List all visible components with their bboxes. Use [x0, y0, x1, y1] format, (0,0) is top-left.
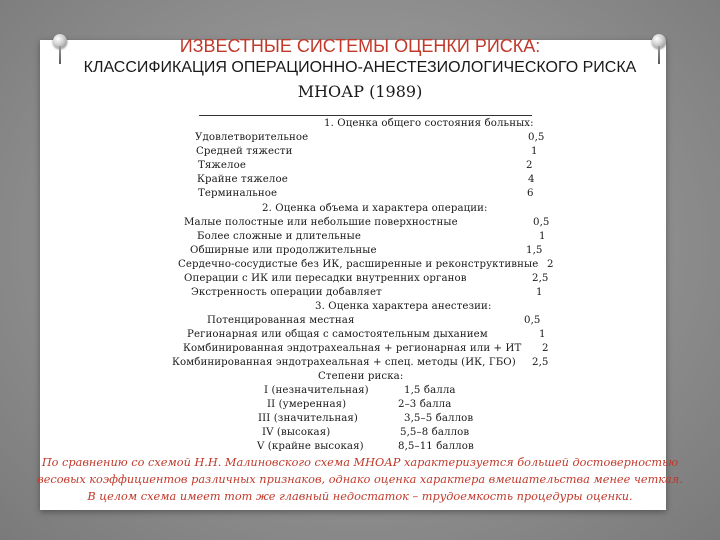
row-label: Средней тяжести: [196, 146, 293, 157]
section-heading: 1. Оценка общего состояния больных:: [324, 118, 534, 129]
row-value: 2,5: [532, 357, 549, 368]
row-label: Операции с ИК или пересадки внутренних органов: [184, 273, 467, 284]
conclusion-line: В целом схема имеет тот же главный недостаток – трудоемкость процедуры оценки.: [87, 490, 633, 503]
row-value: 0,5: [524, 315, 541, 326]
row-value: 6: [527, 188, 534, 199]
section-heading: 2. Оценка объема и характера операции:: [262, 203, 488, 214]
risk-label: II (умеренная): [267, 399, 347, 410]
row-label: Комбинированная эндотрахеальная + спец. методы (ИК, ГБО): [172, 357, 516, 368]
row-label: Малые полостные или небольшие поверхностные: [184, 217, 458, 228]
risk-label: IV (высокая): [262, 427, 331, 438]
page-title: ИЗВЕСТНЫЕ СИСТЕМЫ ОЦЕНКИ РИСКА:: [179, 36, 541, 56]
row-value: 2: [526, 160, 533, 171]
risk-label: I (незначительная): [264, 385, 369, 396]
row-value: 4: [528, 174, 535, 185]
row-value: 0,5: [528, 132, 545, 143]
risk-heading: Степени риска:: [318, 371, 404, 382]
row-label: Сердечно-сосудистые без ИК, расширенные и реконструктивные: [178, 259, 539, 270]
row-label: Тяжелое: [198, 160, 246, 171]
conclusion-line: По сравнению со схемой Н.Н. Малиновского схема МНОАР характеризуется большей достоверностью: [41, 456, 679, 469]
conclusion-line: весовых коэффициентов различных признаков, однако оценка характера вмешательства менее четкая.: [37, 473, 683, 486]
risk-value: 5,5–8 баллов: [400, 427, 470, 438]
row-label: Терминальное: [198, 188, 278, 199]
risk-label: III (значительная): [258, 413, 358, 424]
row-label: Экстренность операции добавляет: [191, 287, 382, 298]
row-label: Комбинированная эндотрахеальная + регионарная или + ИТ: [183, 343, 522, 354]
row-value: 1: [531, 146, 538, 157]
row-value: 2: [542, 343, 549, 354]
risk-value: 2–3 балла: [398, 399, 452, 410]
row-value: 1,5: [526, 245, 543, 256]
row-label: Более сложные и длительные: [197, 231, 362, 242]
risk-value: 3,5–5 баллов: [404, 413, 474, 424]
row-value: 1: [539, 231, 546, 242]
row-value: 0,5: [533, 217, 550, 228]
row-value: 1: [536, 287, 543, 298]
row-label: Регионарная или общая с самостоятельным дыханием: [187, 329, 488, 340]
row-label: Крайне тяжелое: [197, 174, 288, 185]
page-subtitle: КЛАССИФИКАЦИЯ ОПЕРАЦИОННО-АНЕСТЕЗИОЛОГИЧЕСКОГО РИСКА: [83, 59, 637, 76]
row-label: Обширные или продолжительные: [190, 245, 377, 256]
section-heading: 3. Оценка характера анестезии:: [315, 301, 492, 312]
row-value: 2,5: [532, 273, 549, 284]
row-value: 1: [539, 329, 546, 340]
risk-label: V (крайне высокая): [257, 441, 364, 452]
row-label: Удовлетворительное: [195, 132, 309, 143]
scale-name: МНОАР (1989): [297, 82, 423, 101]
risk-value: 1,5 балла: [404, 385, 456, 396]
row-label: Потенцированная местная: [207, 315, 355, 326]
divider: [199, 115, 532, 116]
row-value: 2: [547, 259, 554, 270]
risk-value: 8,5–11 баллов: [398, 441, 474, 452]
